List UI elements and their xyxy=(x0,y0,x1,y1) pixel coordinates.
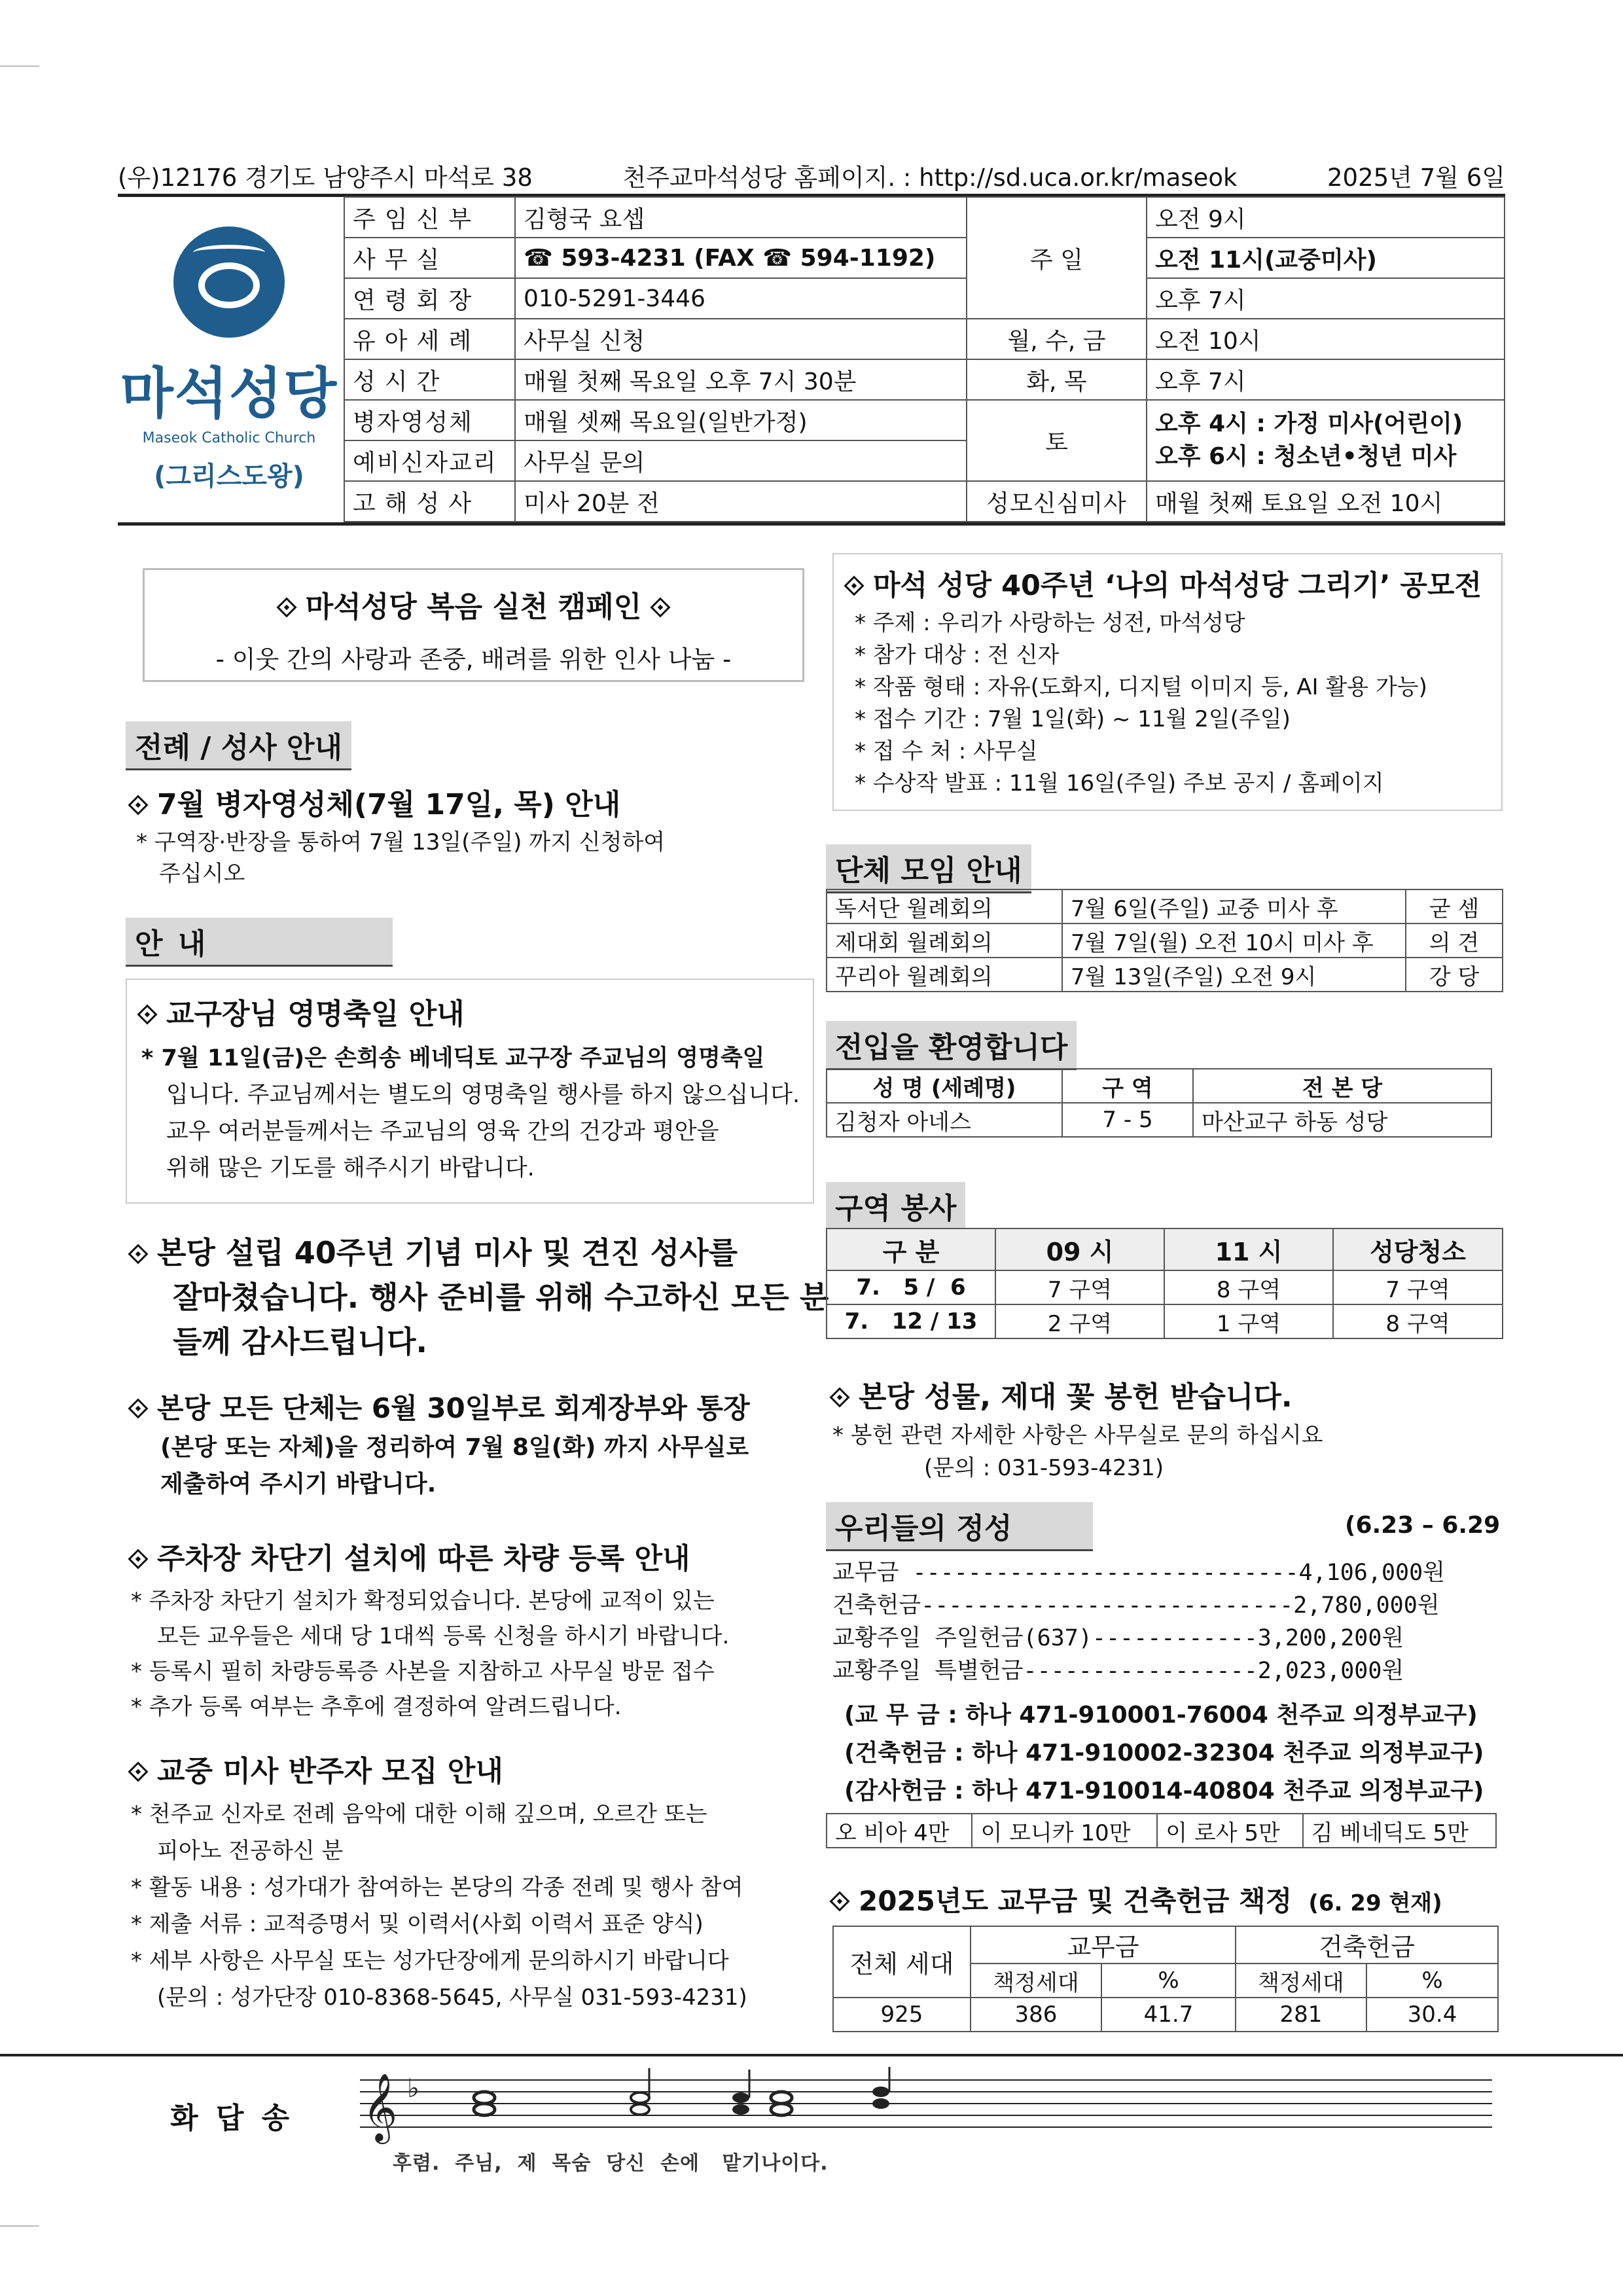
contest-line: * 수상작 발표 : 11월 16일(주일) 주보 공지 / 홈페이지 xyxy=(855,770,1384,797)
section-liturgy: 전례 / 성사 안내 xyxy=(126,721,351,770)
sick-communion-title: 7월 병자영성체(7월 17일, 목) 안내 xyxy=(131,781,620,823)
diamond-bullet-icon xyxy=(128,1244,148,1264)
section-welcome: 전입을 환영합니다 xyxy=(826,1021,1077,1070)
ledger-notice: 본당 모든 단체는 6월 30일부로 회계장부와 통장 (본당 또는 자체)을 정리하여 7월 8일(화) 까지 사무실로 제출하여 주시기 바랍니다. xyxy=(131,1388,750,1503)
church-emblem-icon xyxy=(173,226,285,338)
drawing-contest-box xyxy=(832,553,1503,811)
svg-text:𝄞: 𝄞 xyxy=(363,2073,398,2142)
mass-time: 오후 6시 : 청소년•청년 미사 xyxy=(1155,443,1457,470)
account-line: (교 무 금 : 하나 471-910001-76004 천주교 의정부교구) xyxy=(844,1702,1478,1729)
table-row: 오 비아 4만 이 모니카 10만 이 로사 5만 김 베네딕도 5만 xyxy=(827,1814,1496,1848)
contest-line: * 접 수 처 : 사무실 xyxy=(855,738,1038,764)
bishop-feast-line: 교우 여러분들께서는 주교님의 영육 간의 건강과 평안을 xyxy=(166,1119,719,1145)
campaign-subtitle: - 이웃 간의 사랑과 존중, 배려를 위한 인사 나눔 - xyxy=(215,645,732,673)
accompanist-notice: 교중 미사 반주자 모집 안내 * 천주교 신자로 전례 음악에 대한 이해 깊으며, 오르간 또는 피아노 전공하신 분 * 활동 내용 : 성가대가 참여하는 본당의 각종 전례 및 행사 참여 * 제출 서류 : 교적증명서 및 이력서(사회 이력서 표준 양식) * 세부 사항은 사무실 또는 성가단장에게 문의하시기 바랍니다 (문의 : 성가단장 010-8368-5645, 사무실 031-593-4231) xyxy=(131,1748,747,2016)
info-label: 사무실 xyxy=(344,238,515,278)
contest-line: * 접수 기간 : 7월 1일(화) ~ 11월 2일(주일) xyxy=(855,706,1291,732)
donors-table xyxy=(826,1813,1497,1848)
account-line: (감사헌금 : 하나 471-910014-40804 천주교 의정부교구) xyxy=(844,1778,1484,1804)
bishop-feast-title: 교구장님 영명축일 안내 xyxy=(166,997,465,1031)
parish-info-block xyxy=(118,196,1505,526)
diamond-bullet-icon xyxy=(128,1398,148,1418)
bishop-feast-box xyxy=(126,978,814,1204)
campaign-title: 마석성당 복음 실천 캠페인 xyxy=(305,590,642,624)
bank-accounts xyxy=(844,1696,1484,1810)
section-offerings: 우리들의 정성 xyxy=(826,1502,1093,1551)
info-value: 김형국 요셉 xyxy=(515,197,967,238)
offerings-list xyxy=(832,1556,1445,1687)
bulletin-date: 2025년 7월 6일 xyxy=(1327,164,1505,192)
anniversary-notice: 본당 설립 40주년 기념 미사 및 견진 성사를 잘마쳤습니다. 행사 준비를 위해 수고하신 모든 분 들께 감사드립니다. xyxy=(131,1230,829,1364)
mass-time: 오전 11시(교중미사) xyxy=(1147,238,1505,278)
mass-time: 오전 9시 xyxy=(1147,197,1505,238)
contest-line: * 주제 : 우리가 사랑하는 성전, 마석성당 xyxy=(855,610,1245,636)
diamond-bullet-icon xyxy=(276,597,296,617)
offering-row: 교무금 ----------------------------4,106,000원 xyxy=(832,1560,1445,1586)
info-label: 고해성사 xyxy=(344,481,515,522)
table-row: 제대회 월례회의 7월 7일(월) 오전 10시 미사 후 의 견 xyxy=(827,924,1503,958)
mass-time: 오후 4시 : 가정 미사(어린이) xyxy=(1155,410,1463,437)
svg-text:♭: ♭ xyxy=(407,2073,419,2104)
mass-time: 매월 첫째 토요일 오전 10시 xyxy=(1147,481,1505,522)
homepage[interactable]: 천주교마석성당 홈페이지. : http://sd.uca.or.kr/maseok xyxy=(622,164,1238,192)
logo-english-name: Maseok Catholic Church xyxy=(142,429,316,446)
info-value: ☎ 593-4231 (FAX ☎ 594-1192) xyxy=(515,238,967,278)
diamond-bullet-icon xyxy=(651,597,671,617)
section-notice: 안 내 xyxy=(126,918,393,967)
diamond-bullet-icon xyxy=(128,795,148,815)
welcome-table xyxy=(826,1068,1492,1138)
contest-line: * 작품 형태 : 자유(도화지, 디지털 이미지 등, AI 활용 가능) xyxy=(855,674,1427,700)
psalm-refrain: 후렴. 주님, 제 목숨 당신 손에 맡기나이다. xyxy=(393,2152,829,2175)
saturday-label: 토 xyxy=(967,400,1147,481)
table-row: 925 386 41.7 281 30.4 xyxy=(833,1998,1498,2032)
offering-row: 교황주일 주일헌금(637)------------3,200,200원 xyxy=(832,1625,1404,1651)
diamond-bullet-icon xyxy=(128,1761,148,1782)
table-row: 독서단 월례회의 7월 6일(주일) 교중 미사 후 굳 셈 xyxy=(827,889,1503,924)
info-value: 사무실 문의 xyxy=(515,440,967,481)
diamond-bullet-icon xyxy=(137,1004,157,1024)
weekday-label: 월, 수, 금 xyxy=(967,319,1147,359)
info-value: 미사 20분 전 xyxy=(515,481,967,522)
contest-title: 마석 성당 40주년 ‘나의 마석성당 그리기’ 공모전 xyxy=(873,569,1482,602)
logo-patron: (그리스도왕) xyxy=(154,461,304,492)
offering-row: 교황주일 특별헌금-----------------2,023,000원 xyxy=(832,1658,1404,1684)
groups-table xyxy=(826,889,1503,992)
pledge-title-row: 2025년도 교무금 및 건축헌금 책정 (6. 29 현재) xyxy=(832,1880,1442,1919)
heart-mass-label: 성모신심미사 xyxy=(967,481,1147,522)
info-table xyxy=(344,196,1505,522)
info-label: 성시간 xyxy=(344,359,515,400)
info-label: 유아세례 xyxy=(344,319,515,359)
account-line: (건축헌금 : 하나 471-910002-32304 천주교 의정부교구) xyxy=(844,1740,1484,1767)
sick-communion-note: 주십시오 xyxy=(159,861,245,887)
info-value: 사무실 신청 xyxy=(515,319,967,359)
table-row: 꾸리아 월례회의 7월 13일(주일) 오전 9시 강 당 xyxy=(827,958,1503,992)
info-label: 병자영성체 xyxy=(344,400,515,440)
parish-logo xyxy=(118,196,340,522)
info-label: 연령회장 xyxy=(344,278,515,319)
header-bar xyxy=(118,157,1505,197)
diamond-bullet-icon xyxy=(844,575,864,596)
info-value: 매월 첫째 목요일 오후 7시 30분 xyxy=(515,359,967,400)
table-row: 김청자 아네스 7 - 5 마산교구 하동 성당 xyxy=(827,1103,1491,1137)
mass-time: 오전 10시 xyxy=(1147,319,1505,359)
diamond-bullet-icon xyxy=(829,1387,849,1407)
offerings-period: (6.23 – 6.29 xyxy=(1345,1512,1501,1539)
info-label: 주임신부 xyxy=(344,197,515,238)
table-row: 7. 5 / 6 7 구역 8 구역 7 구역 xyxy=(827,1270,1503,1304)
diamond-bullet-icon xyxy=(128,1549,148,1569)
mass-time: 오후 7시 xyxy=(1147,278,1505,319)
sunday-label: 주 일 xyxy=(967,197,1147,319)
address: (우)12176 경기도 남양주시 마석로 38 xyxy=(118,164,533,192)
sick-communion-note: * 구역장·반장을 통하여 7월 13일(주일) 까지 신청하여 xyxy=(136,829,666,855)
table-row: 구 분 09 시 11 시 성당청소 xyxy=(827,1229,1503,1270)
logo-name: 마석성당 xyxy=(120,361,338,425)
bishop-feast-line: 위해 많은 기도를 해주시기 바랍니다. xyxy=(166,1155,535,1181)
info-label: 예비신자교리 xyxy=(344,440,515,481)
bishop-feast-line: * 7월 11일(금)은 손희송 베네딕토 교구장 주교님의 영명축일 xyxy=(141,1045,765,1071)
parking-notice: 주차장 차단기 설치에 따른 차량 등록 안내 * 주차장 차단기 설치가 확정되었습니다. 본당에 교적이 있는 모든 교우들은 세대 당 1대씩 등록 신청을 하시기 바랍니다. * 등록시 필히 차량등록증 사본을 지참하고 사무실 방문 접수 * 추가 등록 여부는 추후에 결정하여 알려드립니다. xyxy=(131,1535,729,1725)
section-service: 구역 봉사 xyxy=(826,1182,965,1231)
table-row: 7. 12 / 13 2 구역 1 구역 8 구역 xyxy=(827,1304,1503,1338)
mass-time: 오후 7시 xyxy=(1147,359,1505,400)
offering-row: 건축헌금---------------------------2,780,000원 xyxy=(832,1592,1440,1619)
table-row: 성 명 (세례명) 구 역 전 본 당 xyxy=(827,1069,1491,1103)
campaign-box xyxy=(143,568,804,682)
info-value: 매월 셋째 목요일(일반가정) xyxy=(515,400,967,440)
weekday-label: 화, 목 xyxy=(967,359,1147,400)
psalm-label: 화 답 송 xyxy=(170,2102,294,2135)
flower-offering-notice: 본당 성물, 제대 꽃 봉헌 받습니다. * 봉헌 관련 자세한 사항은 사무실로 문의 하십시요 (문의 : 031-593-4231) xyxy=(832,1373,1323,1484)
info-value: 010-5291-3446 xyxy=(515,278,967,319)
diamond-bullet-icon xyxy=(829,1891,849,1911)
contest-line: * 참가 대상 : 전 신자 xyxy=(855,642,1060,668)
section-groups: 단체 모임 안내 xyxy=(826,844,1031,893)
bishop-feast-line: 입니다. 주교님께서는 별도의 영명축일 행사를 하지 않으십니다. xyxy=(166,1082,800,1108)
pledge-table: 전체 세대 교무금 건축헌금 책정세대 % 책정세대 % 925 386 41.7 281 30.4 xyxy=(832,1926,1499,2032)
service-table xyxy=(826,1228,1503,1339)
